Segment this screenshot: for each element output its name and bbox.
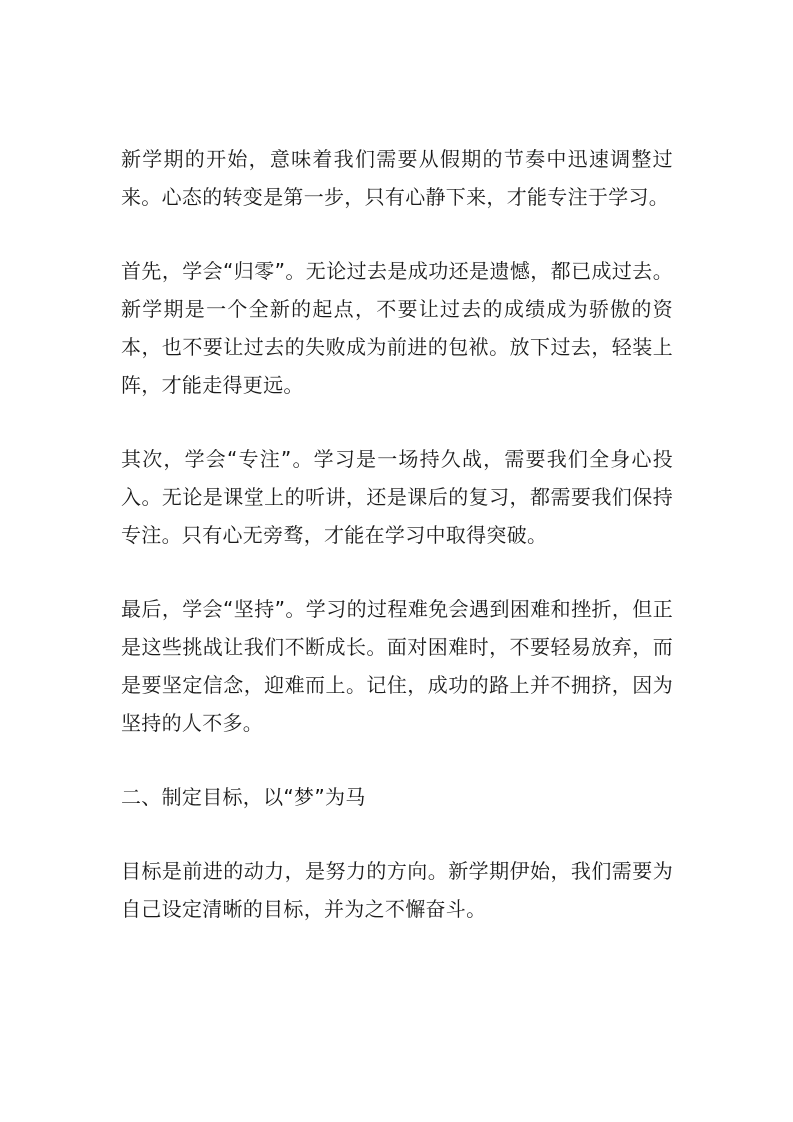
paragraph-second-point: 其次，学会“专注”。学习是一场持久战，需要我们全身心投入。无论是课堂上的听讲，还是课后的复习，都需要我们保持专注。只有心无旁骛，才能在学习中取得突破。 (121, 447, 673, 547)
document-body (121, 140, 673, 928)
section-heading: 二、制定目标，以“梦”为马 (121, 785, 366, 809)
paragraph-intro: 新学期的开始，意味着我们需要从假期的节奏中迅速调整过来。心态的转变是第一步，只有心静下来，才能专注于学习。 (121, 147, 673, 209)
paragraph-first-point: 首先，学会“归零”。无论过去是成功还是遗憾，都已成过去。新学期是一个全新的起点，不要让过去的成绩成为骄傲的资本，也不要让过去的失败成为前进的包袱。放下过去，轻装上阵，才能走得更远。 (121, 259, 673, 397)
paragraph-goals: 目标是前进的动力，是努力的方向。新学期伊始，我们需要为自己设定清晰的目标，并为之不懈奋斗。 (121, 859, 673, 921)
paragraph-third-point: 最后，学会“坚持”。学习的过程难免会遇到困难和挫折，但正是这些挑战让我们不断成长。面对困难时，不要轻易放弃，而是要坚定信念，迎难而上。记住，成功的路上并不拥挤，因为坚持的人不多。 (121, 597, 673, 735)
